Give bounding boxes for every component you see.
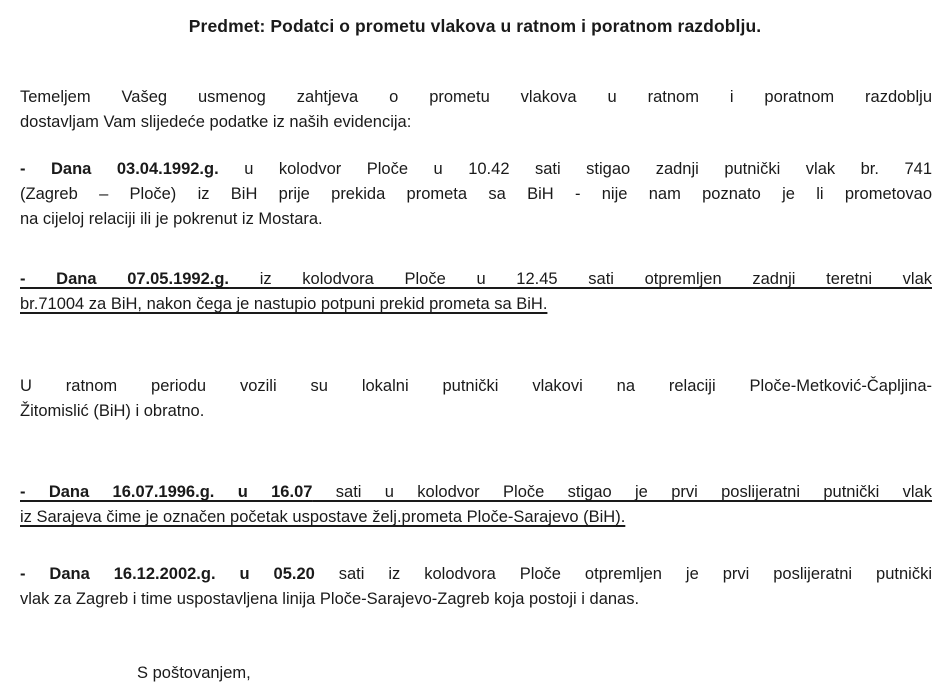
item-1-line-1: [20, 157, 932, 182]
item-3-line-1: [20, 480, 932, 505]
subject-heading: Predmet: Podatci o prometu vlakova u ratnom i poratnom razdoblju.: [188, 16, 762, 36]
item-2-line-2-wrap: [20, 292, 932, 317]
item-2-date: - Dana 07.05.1992.g.: [20, 270, 230, 288]
war-period-line-1: U ratnom periodu vozili su lokalni putnički vlakovi na relaciji Ploče-Metković-Čapljina-: [20, 377, 932, 395]
item-4-paragraph: [20, 562, 932, 612]
item-4-date: - Dana 16.12.2002.g. u 05.20: [20, 565, 315, 583]
war-period-line-2: Žitomislić (BiH) i obratno.: [20, 402, 205, 420]
intro-line-1: Temeljem Vašeg usmenog zahtjeva o prometu vlakova u ratnom i poratnom razdoblju: [20, 88, 932, 106]
item-4-line-1-text: sati iz kolodvora Ploče otpremljen je prvi poslijeratni putnički: [314, 565, 932, 583]
item-3-line-2-wrap: [20, 505, 932, 530]
item-3-date: - Dana 16.07.1996.g. u 16.07: [20, 483, 313, 501]
item-1-paragraph: [20, 157, 932, 232]
item-3-paragraph: [20, 480, 932, 530]
intro-line-2: dostavljam Vam slijedeće podatke iz naših evidencija:: [20, 113, 412, 131]
closing-salutation: S poštovanjem,: [137, 664, 251, 682]
intro-paragraph: [20, 85, 932, 135]
item-1-line-2: (Zagreb – Ploče) iz BiH prije prekida prometa sa BiH - nije nam poznato je li prometovao: [20, 185, 932, 203]
item-3-line-1-text: sati u kolodvor Ploče stigao je prvi poslijeratni putnički vlak: [312, 483, 932, 501]
item-4-line-1: [20, 562, 932, 587]
item-1-line-3: na cijeloj relaciji ili je pokrenut iz Mostara.: [20, 210, 323, 228]
item-2-line-2: br.71004 za BiH, nakon čega je nastupio potpuni prekid prometa sa BiH.: [20, 295, 548, 313]
item-1-date: - Dana 03.04.1992.g.: [20, 160, 219, 178]
item-2-line-1: [20, 267, 932, 292]
item-1-line-1-text: u kolodvor Ploče u 10.42 sati stigao zadnji putnički vlak br. 741: [218, 160, 932, 178]
item-3-line-2: iz Sarajeva čime je označen početak uspostave želj.prometa Ploče-Sarajevo (BiH).: [20, 508, 626, 526]
item-4-line-2: vlak za Zagreb i time uspostavljena linija Ploče-Sarajevo-Zagreb koja postoji i danas.: [20, 590, 640, 608]
item-2-paragraph: [20, 267, 932, 317]
war-period-paragraph: [20, 374, 932, 424]
item-2-line-1-text: iz kolodvora Ploče u 12.45 sati otpremljen zadnji teretni vlak: [229, 270, 932, 288]
